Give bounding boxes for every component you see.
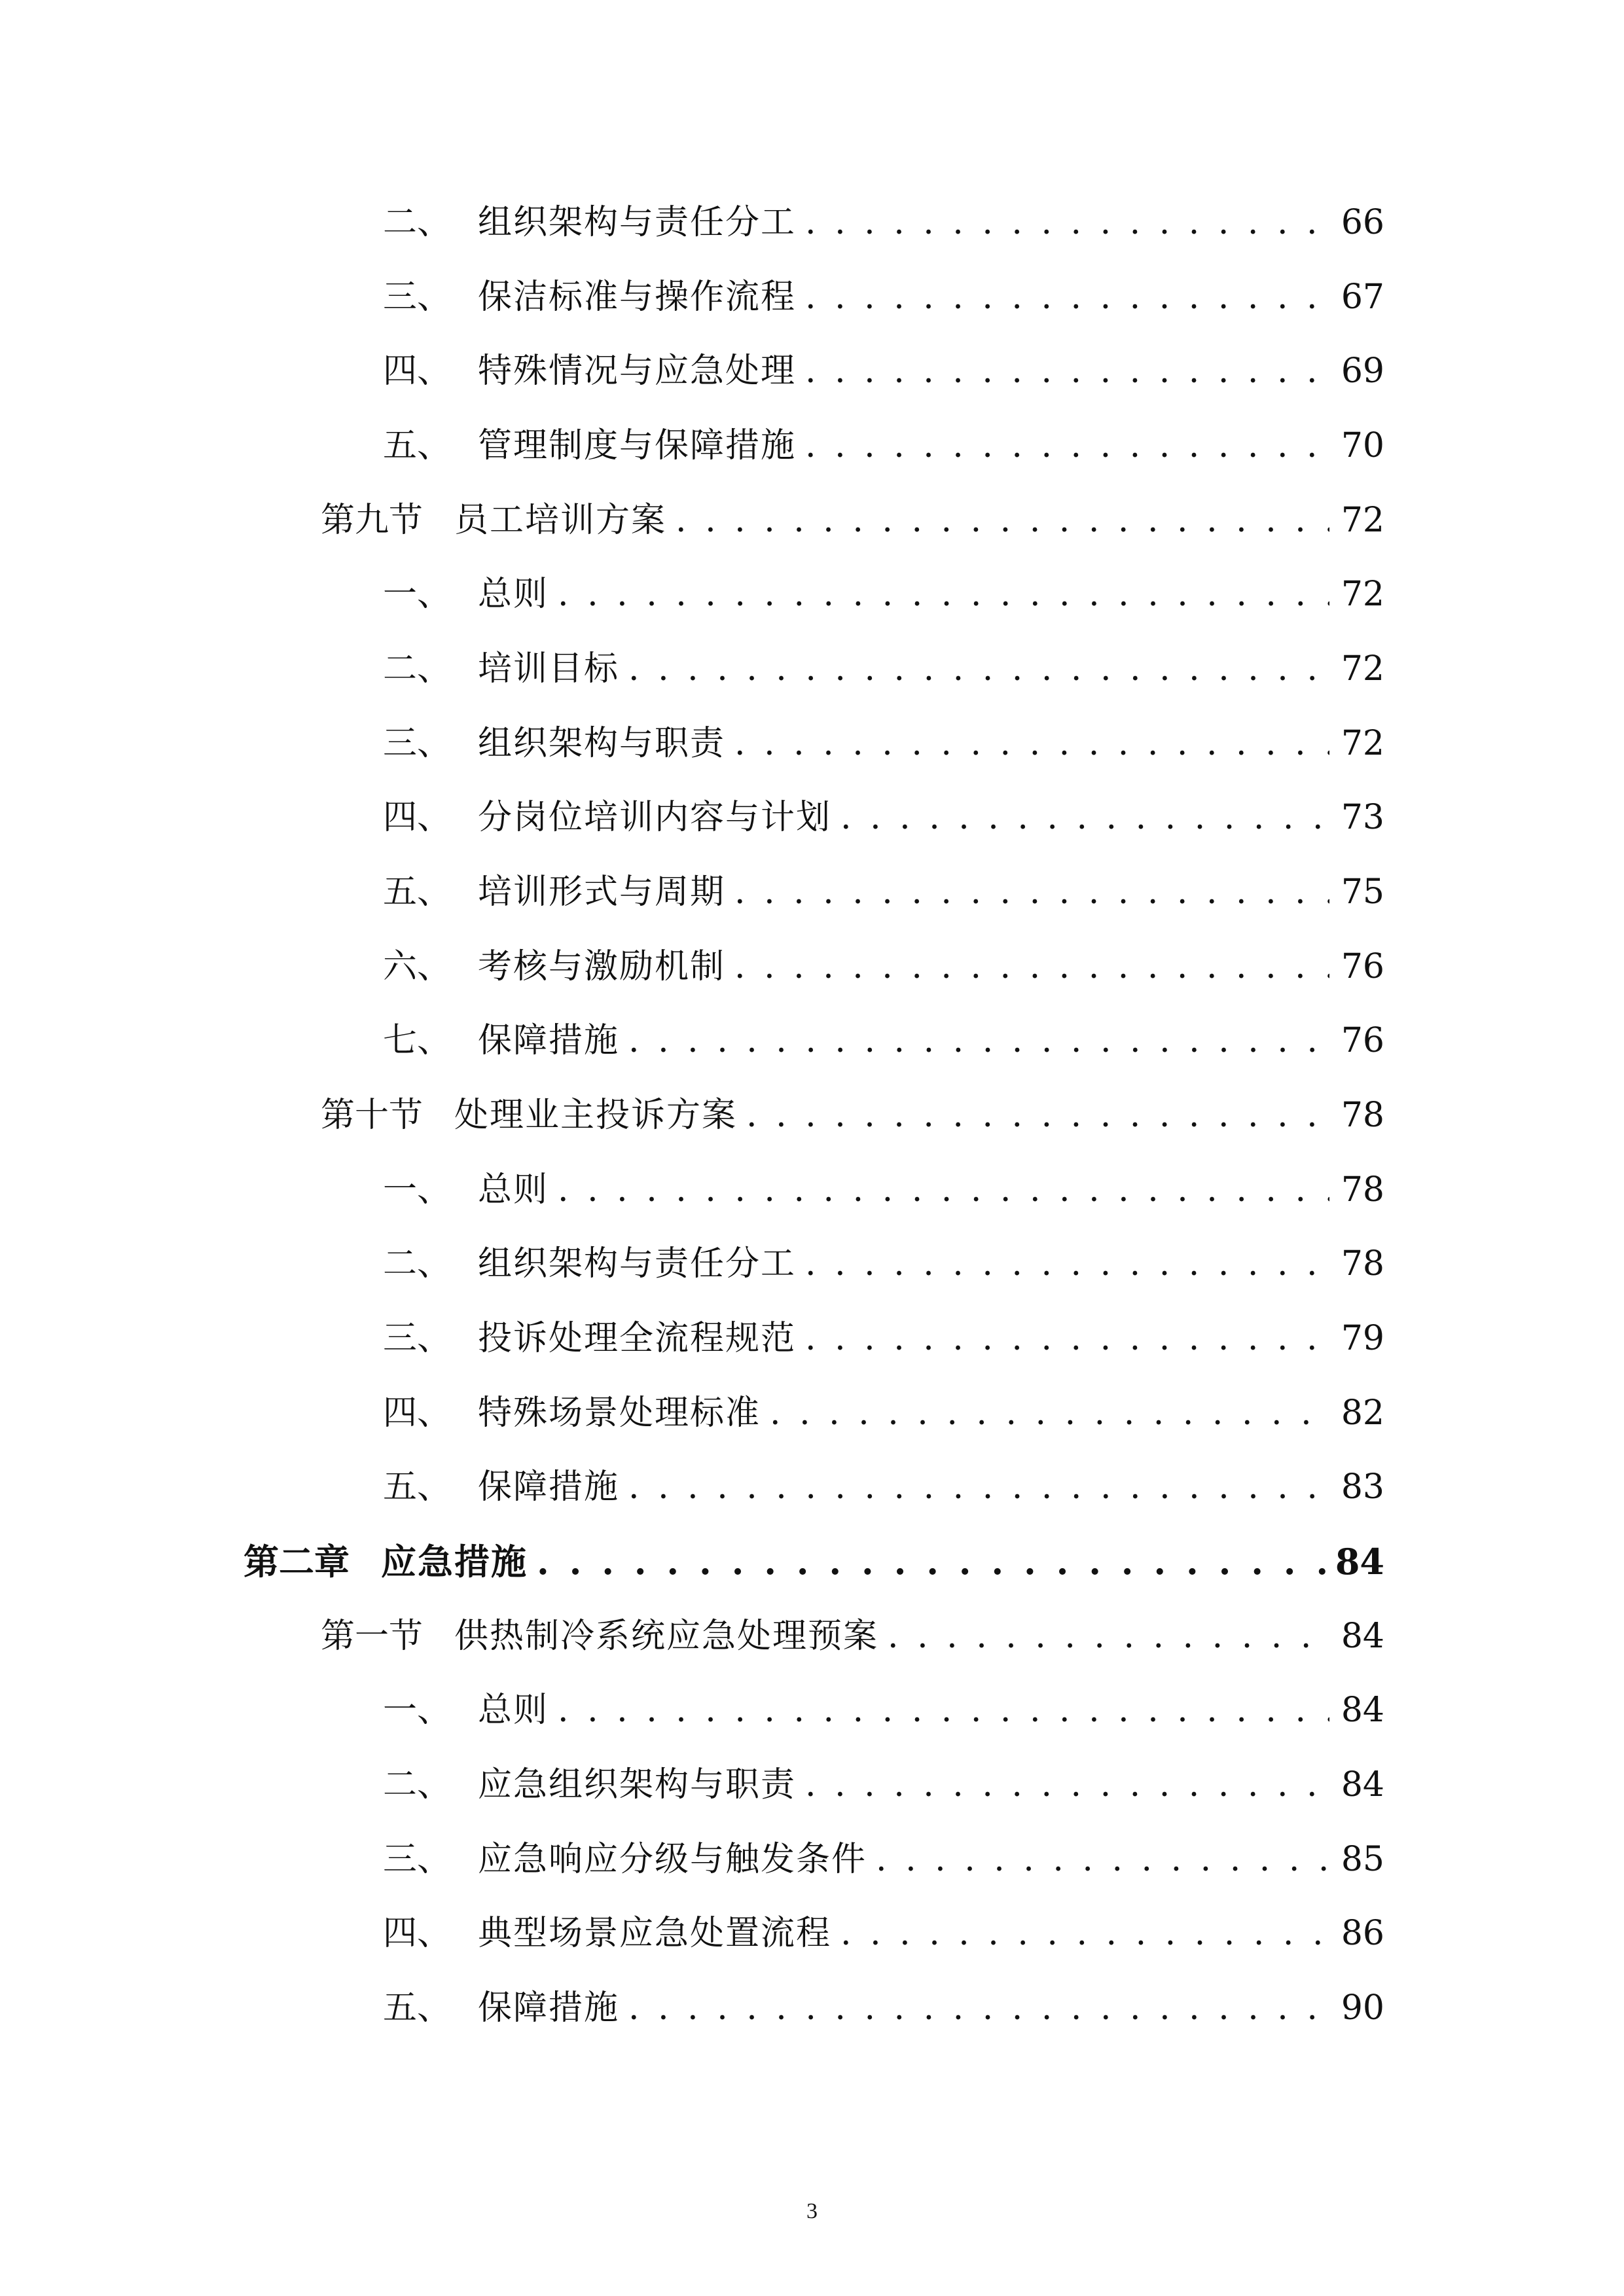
toc-entry-page: 72 (1341, 575, 1384, 614)
toc-entry-title: 保障措施 (478, 1021, 620, 1060)
dot-leader (558, 1684, 1329, 1736)
toc-entry[interactable] (383, 1833, 1384, 1886)
toc-entry-title: 处理业主投诉方案 (454, 1096, 738, 1135)
toc-entry-page: 72 (1341, 501, 1384, 540)
toc-entry-title: 应急响应分级与触发条件 (478, 1840, 867, 1879)
toc-entry-page: 84 (1335, 1541, 1384, 1583)
toc-entry-page: 84 (1341, 1765, 1384, 1804)
toc-entry-title: 应急组织架构与职责 (478, 1765, 797, 1804)
toc-entry-number: 一、 (383, 1691, 452, 1730)
dot-leader (734, 941, 1329, 993)
dot-leader (805, 196, 1329, 249)
toc-entry-title: 特殊情况与应急处理 (478, 351, 797, 391)
dot-leader (628, 1461, 1329, 1513)
dot-leader (558, 568, 1329, 620)
toc-entry-page: 78 (1341, 1244, 1384, 1283)
toc-entry[interactable] (383, 1684, 1384, 1736)
toc-entry-title: 总则 (478, 575, 549, 614)
toc-entry[interactable] (383, 1164, 1384, 1216)
toc-entry[interactable] (383, 1759, 1384, 1811)
toc-entry-page: 86 (1341, 1914, 1384, 1953)
dot-leader (876, 1833, 1329, 1886)
dot-leader (805, 420, 1329, 472)
dot-leader (558, 1164, 1329, 1216)
dot-leader (805, 1759, 1329, 1811)
toc-entry-title: 分岗位培训内容与计划 (478, 798, 832, 837)
toc-entry-number: 四、 (383, 351, 452, 391)
toc-entry-page: 70 (1341, 426, 1384, 465)
dot-leader (628, 643, 1329, 695)
page-number: 3 (806, 2199, 818, 2223)
dot-leader (537, 1535, 1326, 1588)
toc-entry-number: 第一节 (321, 1617, 424, 1656)
toc-entry[interactable] (383, 1387, 1384, 1439)
toc-entry-page: 72 (1341, 724, 1384, 763)
dot-leader (676, 494, 1329, 547)
toc-entry[interactable] (383, 717, 1384, 770)
dot-leader (805, 1238, 1329, 1290)
toc-entry-page: 76 (1341, 947, 1384, 986)
toc-entry-title: 应急措施 (381, 1541, 528, 1583)
toc-entry-number: 七、 (383, 1021, 452, 1060)
toc-entry-number: 五、 (383, 1988, 452, 2028)
toc-entry-number: 第九节 (321, 501, 424, 540)
dot-leader (734, 717, 1329, 770)
toc-entry-title: 组织架构与责任分工 (478, 1244, 797, 1283)
toc-entry-number: 一、 (383, 575, 452, 614)
toc-entry[interactable] (383, 941, 1384, 993)
dot-leader (628, 1014, 1329, 1067)
toc-entry[interactable] (383, 1982, 1384, 2034)
toc-entry-page: 90 (1341, 1988, 1384, 2028)
toc-entry-page: 79 (1341, 1319, 1384, 1358)
dot-leader (805, 1312, 1329, 1365)
toc-entry-page: 82 (1341, 1393, 1384, 1433)
toc-entry-number: 三、 (383, 278, 452, 317)
dot-leader (628, 1982, 1329, 2034)
toc-entry-page: 78 (1341, 1096, 1384, 1135)
toc-entry-number: 五、 (383, 1467, 452, 1507)
toc-entry-title: 保洁标准与操作流程 (478, 278, 797, 317)
toc-entry[interactable] (383, 1014, 1384, 1067)
toc-entry[interactable] (383, 1312, 1384, 1365)
toc-entry-number: 二、 (383, 203, 452, 242)
dot-leader (840, 791, 1329, 844)
toc-entry[interactable] (383, 420, 1384, 472)
toc-entry-number: 二、 (383, 1244, 452, 1283)
toc-entry-title: 供热制冷系统应急处理预案 (454, 1617, 879, 1656)
toc-entry-page: 75 (1341, 872, 1384, 912)
toc-entry-page: 78 (1341, 1170, 1384, 1210)
toc-entry-page: 72 (1341, 649, 1384, 689)
dot-leader (840, 1907, 1329, 1960)
toc-entry-number: 一、 (383, 1170, 452, 1210)
toc-entry-page: 83 (1341, 1467, 1384, 1507)
toc-entry-title: 员工培训方案 (454, 501, 667, 540)
toc-entry-title: 组织架构与责任分工 (478, 203, 797, 242)
toc-section[interactable] (321, 1610, 1384, 1662)
toc-entry-number: 六、 (383, 947, 452, 986)
toc-entry-title: 培训形式与周期 (478, 872, 726, 912)
toc-section[interactable] (321, 494, 1384, 547)
dot-leader (746, 1089, 1329, 1141)
toc-entry-number: 四、 (383, 1914, 452, 1953)
toc-section[interactable] (321, 1089, 1384, 1141)
toc-entry[interactable] (383, 1238, 1384, 1290)
toc-entry[interactable] (383, 866, 1384, 918)
toc-entry-title: 组织架构与职责 (478, 724, 726, 763)
toc-entry-title: 特殊场景处理标准 (478, 1393, 761, 1433)
toc-entry-page: 69 (1341, 351, 1384, 391)
toc-entry-title: 投诉处理全流程规范 (478, 1319, 797, 1358)
toc-chapter[interactable] (244, 1535, 1384, 1588)
dot-leader (734, 866, 1329, 918)
toc-entry-number: 三、 (383, 724, 452, 763)
toc-entry[interactable] (383, 271, 1384, 323)
toc-entry[interactable] (383, 1907, 1384, 1960)
toc-entry[interactable] (383, 196, 1384, 249)
toc-entry-number: 二、 (383, 1765, 452, 1804)
toc-entry-number: 五、 (383, 872, 452, 912)
toc-entry-title: 总则 (478, 1691, 549, 1730)
toc-entry-number: 二、 (383, 649, 452, 689)
dot-leader (805, 345, 1329, 397)
toc-entry[interactable] (383, 568, 1384, 620)
toc-entry-number: 三、 (383, 1840, 452, 1879)
toc-entry-page: 66 (1341, 203, 1384, 242)
toc-entry-title: 总则 (478, 1170, 549, 1210)
toc-entry-title: 培训目标 (478, 649, 620, 689)
toc-entry-number: 第二章 (244, 1541, 350, 1583)
toc-entry-page: 76 (1341, 1021, 1384, 1060)
toc-entry-number: 第十节 (321, 1096, 424, 1135)
dot-leader (805, 271, 1329, 323)
toc-entry-page: 73 (1341, 798, 1384, 837)
toc-entry-title: 典型场景应急处置流程 (478, 1914, 832, 1953)
toc-entry-number: 五、 (383, 426, 452, 465)
toc-entry-page: 67 (1341, 278, 1384, 317)
toc-entry-number: 四、 (383, 798, 452, 837)
toc-entry[interactable] (383, 643, 1384, 695)
toc-entry-page: 84 (1341, 1691, 1384, 1730)
toc-entry[interactable] (383, 345, 1384, 397)
toc-entry-title: 保障措施 (478, 1467, 620, 1507)
toc-entry-title: 管理制度与保障措施 (478, 426, 797, 465)
toc-entry-number: 三、 (383, 1319, 452, 1358)
toc-entry-title: 考核与激励机制 (478, 947, 726, 986)
toc-entry-page: 85 (1341, 1840, 1384, 1879)
dot-leader (888, 1610, 1329, 1662)
toc-entry-number: 四、 (383, 1393, 452, 1433)
toc-entry-title: 保障措施 (478, 1988, 620, 2028)
toc-entry[interactable] (383, 1461, 1384, 1513)
toc-entry[interactable] (383, 791, 1384, 844)
dot-leader (770, 1387, 1329, 1439)
toc-entry-page: 84 (1341, 1617, 1384, 1656)
